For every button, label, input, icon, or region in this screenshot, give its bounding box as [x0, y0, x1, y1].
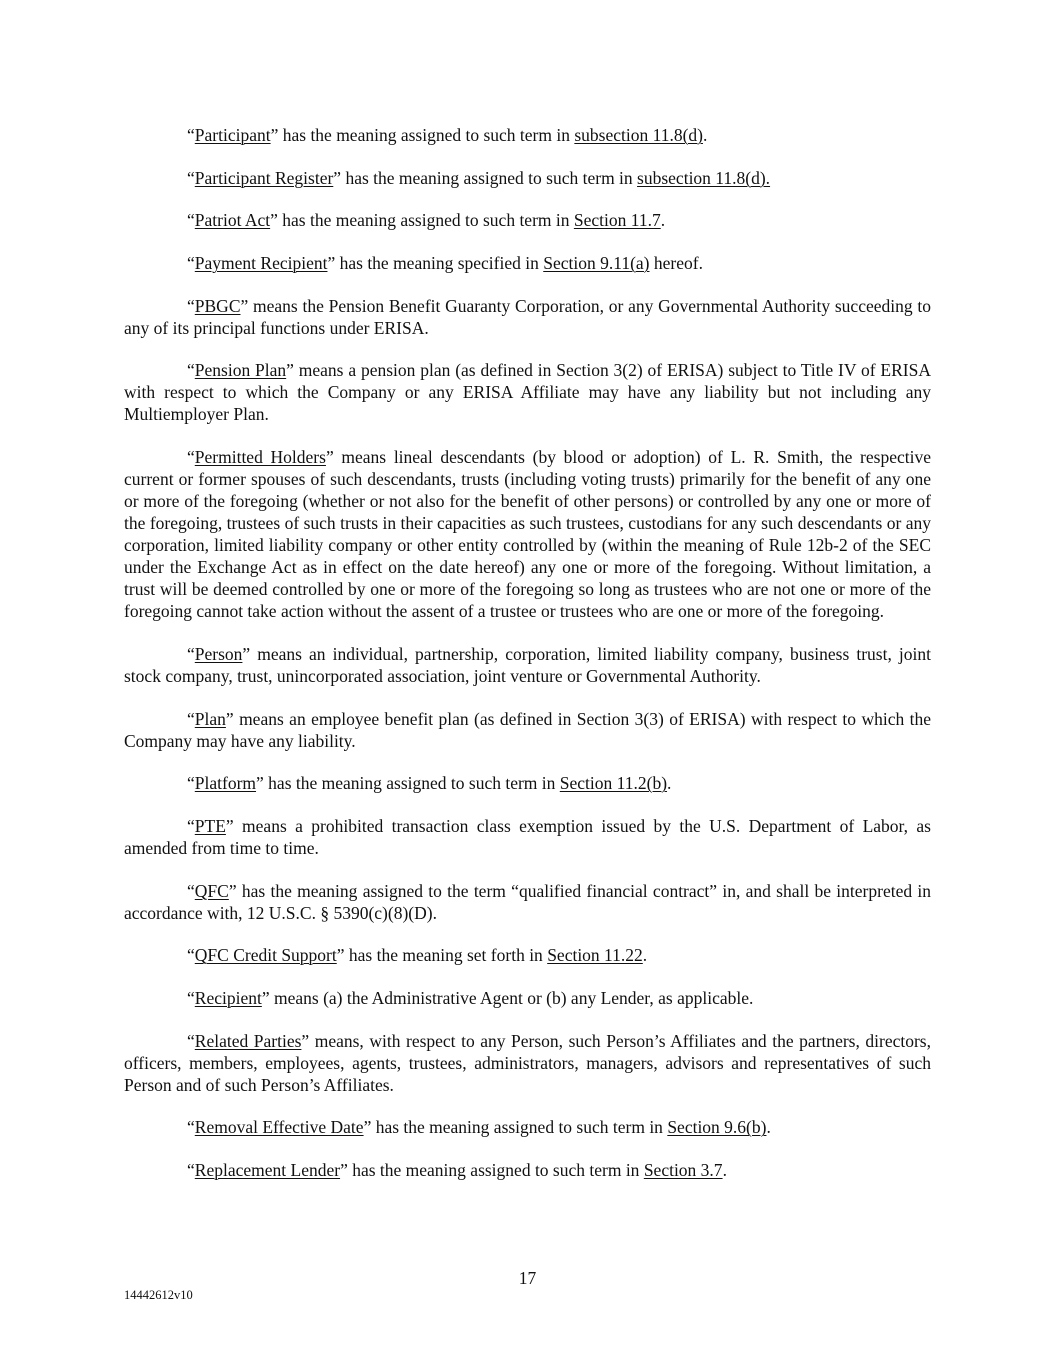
definition-text: ” has the meaning assigned to such term in: [270, 210, 574, 231]
definition-paragraph: [124, 1116, 931, 1138]
definitions-list: [124, 124, 931, 1202]
definition-text: “: [187, 210, 195, 231]
defined-term: Participant: [194, 125, 271, 145]
definition-paragraph: [124, 359, 931, 425]
defined-term: QFC Credit Support: [194, 945, 337, 966]
definition-text: “: [187, 1160, 195, 1180]
definition-paragraph: [124, 815, 931, 859]
defined-term: Participant Register: [194, 167, 334, 188]
definition-paragraph: [124, 167, 931, 189]
cross-reference: Section 11.22: [547, 945, 643, 966]
definition-text: “: [187, 987, 195, 1008]
definition-text: ” has the meaning assigned to the term “qualified financial contract” in, and shall be interpreted in accordance with, 12 U.S.C. § 5390(c)(8)(D).: [124, 880, 931, 923]
defined-term: Permitted Holders: [194, 447, 326, 468]
defined-term: Removal Effective Date: [194, 1117, 364, 1138]
defined-term: Replacement Lender: [194, 1160, 341, 1180]
definition-text: ” has the meaning assigned to such term in: [270, 125, 575, 145]
cross-reference: Section 3.7: [643, 1160, 723, 1180]
definition-paragraph: [124, 1159, 931, 1181]
definition-text: .: [660, 210, 666, 231]
defined-term: Person: [194, 643, 243, 664]
definition-text: “: [187, 773, 195, 794]
definition-text: “: [187, 360, 195, 381]
definition-paragraph: [124, 1030, 931, 1096]
definition-paragraph: [124, 252, 931, 274]
defined-term: PBGC: [194, 295, 241, 316]
defined-term: Plan: [194, 708, 226, 729]
definition-paragraph: [124, 987, 931, 1009]
definition-text: “: [187, 815, 195, 836]
defined-term: PTE: [194, 815, 226, 836]
document-id: 14442612v10: [124, 1288, 193, 1302]
defined-term: Related Parties: [194, 1030, 302, 1051]
cross-reference: Section 9.6(b): [667, 1117, 767, 1138]
cross-reference: Section 11.7: [573, 210, 661, 231]
definition-text: ” has the meaning assigned to such term in: [340, 1160, 644, 1180]
definition-paragraph: [124, 295, 931, 339]
definition-paragraph: [124, 643, 931, 687]
definition-paragraph: [124, 209, 931, 231]
cross-reference: subsection 11.8(d).: [637, 167, 771, 188]
definition-text: ” means a pension plan (as defined in Section 3(2) of ERISA) subject to Title IV of ERISA with respect to which the Company or any ERISA Affiliate may have any liability but not including any Multiemployer Plan.: [124, 360, 931, 425]
defined-term: Payment Recipient: [194, 253, 328, 274]
defined-term: Platform: [194, 773, 257, 794]
definition-text: “: [187, 708, 195, 729]
definition-paragraph: [124, 124, 931, 146]
page-number: 17: [518, 1268, 537, 1288]
definition-text: “: [187, 880, 195, 901]
definition-text: “: [187, 447, 195, 468]
definition-text: “: [187, 643, 195, 664]
defined-term: Pension Plan: [194, 360, 287, 381]
defined-term: Patriot Act: [194, 210, 271, 231]
definition-text: “: [187, 945, 195, 966]
definition-text: .: [642, 945, 648, 966]
definition-text: “: [187, 253, 195, 274]
definition-paragraph: [124, 446, 931, 622]
definition-paragraph: [124, 880, 931, 924]
definition-text: ” has the meaning specified in: [327, 253, 544, 274]
definition-text: ” has the meaning set forth in: [336, 945, 548, 966]
definition-text: ” has the meaning assigned to such term in: [256, 773, 560, 794]
definition-text: ” means an individual, partnership, corporation, limited liability company, business trust, joint stock company, trust, unincorporated association, joint venture or Governmental Authority.: [124, 643, 931, 686]
definition-text: ” has the meaning assigned to such term in: [333, 167, 638, 188]
cross-reference: Section 11.2(b): [559, 773, 668, 794]
definition-text: hereof.: [649, 253, 703, 274]
defined-term: Recipient: [194, 987, 262, 1008]
definition-text: ” means, with respect to any Person, such Person’s Affiliates and the partners, directors, officers, members, employees, agents, trustees, administrators, managers, advisors and representatives of such Person and of such Person’s Affiliates.: [124, 1030, 931, 1095]
defined-term: QFC: [194, 880, 229, 901]
definition-text: “: [187, 1117, 195, 1138]
definition-text: ” means an employee benefit plan (as defined in Section 3(3) of ERISA) with respect to which the Company may have any liability.: [124, 708, 931, 751]
cross-reference: subsection 11.8(d): [574, 125, 703, 145]
definition-text: “: [187, 295, 195, 316]
cross-reference: Section 9.11(a): [543, 253, 650, 274]
definition-paragraph: [124, 772, 931, 794]
definition-text: ” means the Pension Benefit Guaranty Corporation, or any Governmental Authority succeeding to any of its principal functions under ERISA.: [124, 295, 931, 338]
definition-text: “: [187, 1030, 195, 1051]
definition-text: .: [722, 1160, 727, 1180]
definition-text: “: [187, 167, 195, 188]
definition-text: ” has the meaning assigned to such term in: [363, 1117, 668, 1138]
definition-text: ” means a prohibited transaction class exemption issued by the U.S. Department of Labor, as amended from time to time.: [124, 815, 931, 858]
definition-text: .: [766, 1117, 771, 1138]
definition-text: ” means (a) the Administrative Agent or (b) any Lender, as applicable.: [261, 987, 754, 1008]
definition-paragraph: [124, 708, 931, 752]
definition-text: .: [702, 125, 708, 145]
definition-paragraph: [124, 944, 931, 966]
definition-text: “: [187, 125, 195, 145]
definition-text: ” means lineal descendants (by blood or adoption) of L. R. Smith, the respective current or former spouses of such descendants, trusts (including voting trusts) primarily for the benefit of any one or more of the foregoing (whether or not also for the benefit of other persons) or controlled by any one or more of the foregoing, trustees of such trusts in their capacities as such trustees, custodians for any such descendants or any corporation, limited liability company or other entity controlled by (within the meaning of Rule 12b-2 of the SEC under the Exchange Act as in effect on the date hereof) any one or more of the foregoing. Without limitation, a trust will be deemed controlled by one or more of the foregoing so long as trustees who are not one or more of the foregoing cannot take action without the assent of a trustee or trustees who are one or more of the foregoing.: [124, 447, 931, 622]
definition-text: .: [667, 773, 672, 794]
